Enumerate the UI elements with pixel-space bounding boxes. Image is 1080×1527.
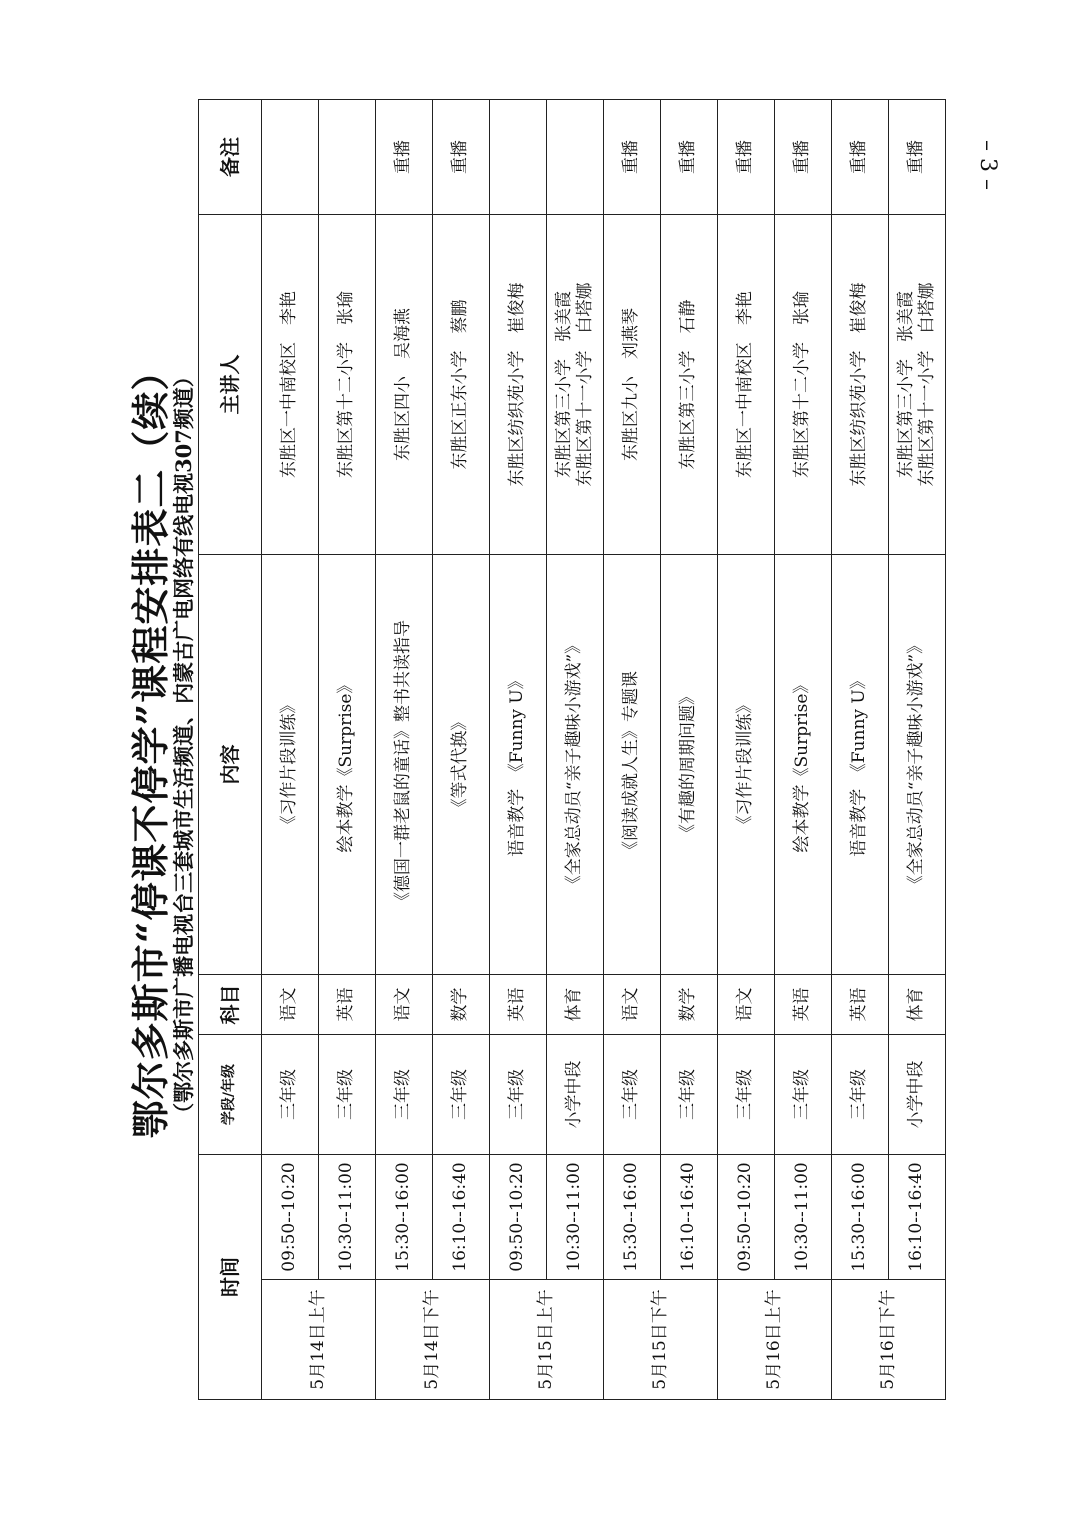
speaker-cell — [319, 215, 376, 555]
remark-cell — [262, 100, 319, 215]
header-subject: 科目 — [199, 975, 262, 1035]
table-row — [604, 100, 661, 1400]
subject-cell: 英语 — [832, 975, 889, 1035]
subject-cell: 英语 — [490, 975, 547, 1035]
time-cell: 16:10--16:40 — [661, 1155, 718, 1280]
session-cell: 5月15日上午 — [490, 1280, 604, 1400]
page-number: – 3 – — [975, 140, 1000, 190]
speaker-line: 东胜区第三小学 张美霞 — [895, 291, 916, 478]
session-cell: 5月15日下午 — [604, 1280, 718, 1400]
speaker-cell — [718, 215, 775, 555]
subject-cell: 数学 — [661, 975, 718, 1035]
content-cell: 《全家总动员“亲子趣味小游戏”》 — [547, 555, 604, 975]
speaker-line: 东胜区一中南校区 李艳 — [279, 291, 300, 478]
table-row — [319, 100, 376, 1400]
table-row — [832, 100, 889, 1400]
time-cell: 16:10--16:40 — [889, 1155, 946, 1280]
speaker-line: 东胜区纺织苑小学 崔俊梅 — [507, 282, 528, 487]
time-cell: 09:50--10:20 — [718, 1155, 775, 1280]
time-cell: 09:50--10:20 — [262, 1155, 319, 1280]
content-cell: 绘本教学《Surprise》 — [319, 555, 376, 975]
remark-cell: 重播 — [889, 100, 946, 215]
subject-cell: 语文 — [718, 975, 775, 1035]
header-remark: 备注 — [199, 100, 262, 215]
speaker-cell — [547, 215, 604, 555]
time-cell: 15:30--16:00 — [832, 1155, 889, 1280]
table-row — [889, 100, 946, 1400]
speaker-line: 东胜区第三小学 张美霞 — [553, 291, 574, 478]
page-title: 鄂尔多斯市“停课不停学”课程安排表二（续） — [128, 351, 173, 1139]
header-speaker: 主讲人 — [199, 215, 262, 555]
speaker-line: 东胜区一中南校区 李艳 — [735, 291, 756, 478]
table-header-row — [199, 100, 262, 1400]
session-cell: 5月16日下午 — [832, 1280, 946, 1400]
content-cell: 《习作片段训练》 — [262, 555, 319, 975]
time-cell: 10:30--11:00 — [775, 1155, 832, 1280]
speaker-cell — [433, 215, 490, 555]
schedule-sheet — [0, 90, 1080, 1400]
subject-cell: 语文 — [262, 975, 319, 1035]
speaker-line: 东胜区第十一小学 白塔娜 — [575, 282, 595, 487]
table-row — [718, 100, 775, 1400]
subject-cell: 语文 — [604, 975, 661, 1035]
table-row — [262, 100, 319, 1400]
speaker-cell — [889, 215, 946, 555]
subject-cell: 数学 — [433, 975, 490, 1035]
table-row — [775, 100, 832, 1400]
content-cell: 《全家总动员“亲子趣味小游戏”》 — [889, 555, 946, 975]
content-cell: 语音教学 《Funny U》 — [832, 555, 889, 975]
header-time: 时间 — [199, 1155, 262, 1400]
speaker-cell — [832, 215, 889, 555]
remark-cell: 重播 — [832, 100, 889, 215]
time-cell: 09:50--10:20 — [490, 1155, 547, 1280]
grade-cell: 三年级 — [490, 1035, 547, 1155]
session-cell: 5月14日下午 — [376, 1280, 490, 1400]
speaker-cell — [661, 215, 718, 555]
table-row — [490, 100, 547, 1400]
time-cell: 10:30--11:00 — [547, 1155, 604, 1280]
header-content: 内容 — [199, 555, 262, 975]
remark-cell: 重播 — [433, 100, 490, 215]
subject-cell: 体育 — [547, 975, 604, 1035]
grade-cell: 三年级 — [262, 1035, 319, 1155]
speaker-cell — [604, 215, 661, 555]
speaker-line: 东胜区第十二小学 张瑜 — [792, 291, 813, 478]
time-cell: 16:10--16:40 — [433, 1155, 490, 1280]
content-cell: 《阅读成就人生》专题课 — [604, 555, 661, 975]
speaker-cell — [262, 215, 319, 555]
subject-cell: 语文 — [376, 975, 433, 1035]
subject-cell: 英语 — [775, 975, 832, 1035]
grade-cell: 小学中段 — [889, 1035, 946, 1155]
remark-cell: 重播 — [718, 100, 775, 215]
content-cell: 《德国一群老鼠的童话》整书共读指导 — [376, 555, 433, 975]
time-cell: 15:30--16:00 — [604, 1155, 661, 1280]
schedule-table — [198, 99, 946, 1400]
subject-cell: 体育 — [889, 975, 946, 1035]
table-row — [547, 100, 604, 1400]
remark-cell: 重播 — [376, 100, 433, 215]
remark-cell: 重播 — [661, 100, 718, 215]
remark-cell — [319, 100, 376, 215]
subject-cell: 英语 — [319, 975, 376, 1035]
speaker-line: 东胜区第十一小学 白塔娜 — [917, 282, 937, 487]
remark-cell: 重播 — [775, 100, 832, 215]
grade-cell: 三年级 — [604, 1035, 661, 1155]
grade-cell: 三年级 — [319, 1035, 376, 1155]
time-cell: 10:30--11:00 — [319, 1155, 376, 1280]
content-cell: 《习作片段训练》 — [718, 555, 775, 975]
remark-cell — [490, 100, 547, 215]
speaker-cell — [775, 215, 832, 555]
grade-cell: 三年级 — [433, 1035, 490, 1155]
session-cell: 5月16日上午 — [718, 1280, 832, 1400]
grade-cell: 三年级 — [661, 1035, 718, 1155]
content-cell: 绘本教学《Surprise》 — [775, 555, 832, 975]
content-cell: 《有趣的周期问题》 — [661, 555, 718, 975]
grade-cell: 三年级 — [775, 1035, 832, 1155]
table-row — [433, 100, 490, 1400]
content-cell: 《等式代换》 — [433, 555, 490, 975]
grade-cell: 三年级 — [832, 1035, 889, 1155]
speaker-line: 东胜区九小 刘燕琴 — [621, 308, 642, 461]
speaker-cell — [490, 215, 547, 555]
time-cell: 15:30--16:00 — [376, 1155, 433, 1280]
grade-cell: 三年级 — [376, 1035, 433, 1155]
speaker-line: 东胜区第三小学 石静 — [678, 299, 699, 470]
speaker-cell — [376, 215, 433, 555]
speaker-line: 东胜区正东小学 蔡鹏 — [450, 299, 471, 470]
schedule-body — [262, 100, 946, 1400]
speaker-line: 东胜区四小 吴海燕 — [393, 308, 414, 461]
table-row — [376, 100, 433, 1400]
speaker-line: 东胜区纺织苑小学 崔俊梅 — [849, 282, 870, 487]
header-grade: 学段/年级 — [199, 1035, 262, 1155]
grade-cell: 三年级 — [718, 1035, 775, 1155]
remark-cell: 重播 — [604, 100, 661, 215]
remark-cell — [547, 100, 604, 215]
grade-cell: 小学中段 — [547, 1035, 604, 1155]
table-row — [661, 100, 718, 1400]
session-cell: 5月14日上午 — [262, 1280, 376, 1400]
content-cell: 语音教学 《Funny U》 — [490, 555, 547, 975]
speaker-line: 东胜区第十二小学 张瑜 — [336, 291, 357, 478]
page-subtitle: （鄂尔多斯市广播电视台三套城市生活频道、内蒙古广电网络有线电视307频道） — [171, 366, 196, 1124]
